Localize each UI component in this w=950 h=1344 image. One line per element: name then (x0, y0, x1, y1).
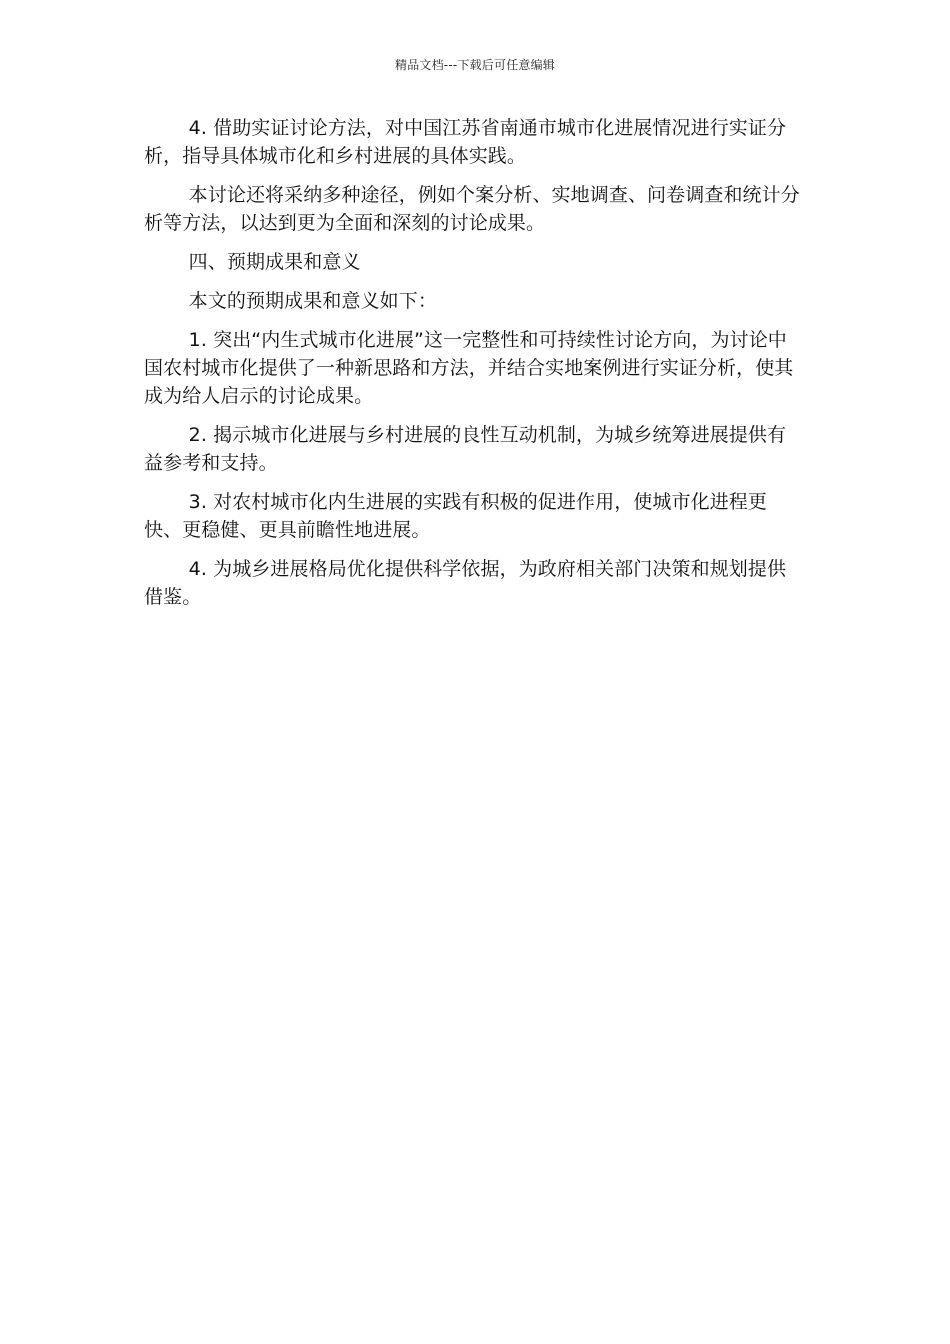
document-body (144, 114, 802, 622)
paragraph-methods-summary: 本讨论还将采纳多种途径，例如个案分析、实地调查、问卷调查和统计分析等方法，以达到更为全面和深刻的讨论成果。 (144, 184, 800, 234)
paragraph-result-item-2: 2. 揭示城市化进展与乡村进展的良性互动机制，为城乡统筹进展提供有益参考和支持。 (144, 424, 787, 474)
paragraph-result-item-3: 3. 对农村城市化内生进展的实践有积极的促进作用，使城市化进程更快、更稳健、更具前瞻性地进展。 (144, 491, 768, 541)
paragraph-result-item-4: 4. 为城乡进展格局优化提供科学依据，为政府相关部门决策和规划提供借鉴。 (144, 558, 787, 608)
section-heading-expected-results: 四、预期成果和意义 (188, 251, 361, 273)
paragraph-method-item-4: 4. 借助实证讨论方法，对中国江苏省南通市城市化进展情况进行实证分析，指导具体城市化和乡村进展的具体实践。 (144, 117, 787, 167)
page-header: 精品文档---下载后可任意编辑 (395, 58, 555, 72)
paragraph-results-intro: 本文的预期成果和意义如下： (188, 290, 437, 312)
paragraph-result-item-1: 1. 突出“内生式城市化进展”这一完整性和可持续性讨论方向，为讨论中国农村城市化提供了一种新思路和方法，并结合实地案例进行实证分析，使其成为给人启示的讨论成果。 (144, 329, 794, 407)
